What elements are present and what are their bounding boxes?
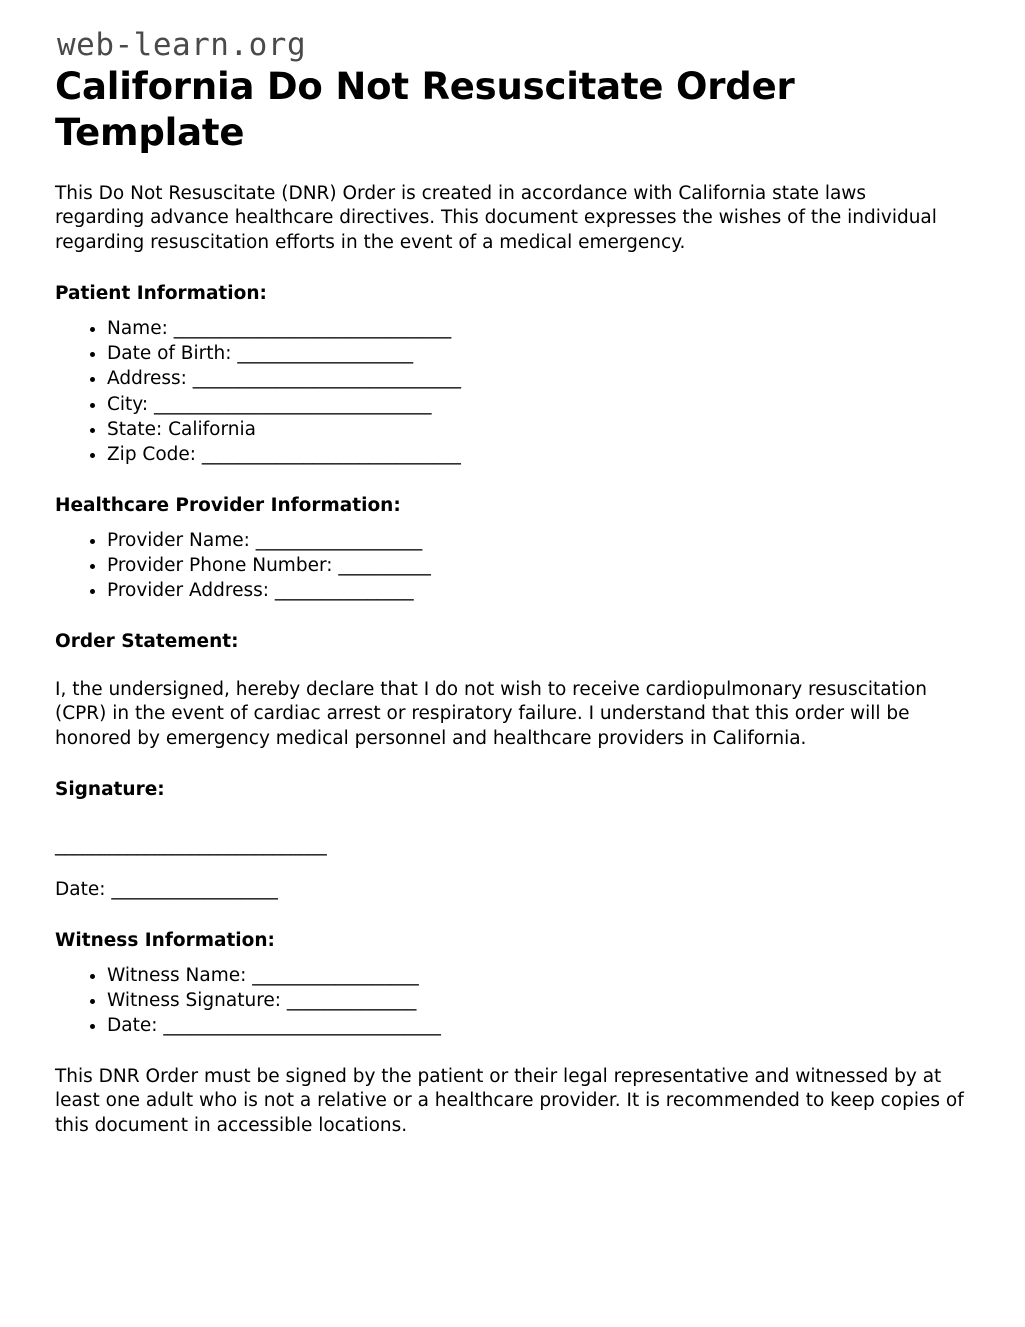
list-item: • Address: _____________________________ bbox=[107, 366, 970, 391]
list-item: • Provider Name: __________________ bbox=[107, 528, 970, 553]
site-watermark: web-learn.org bbox=[57, 27, 307, 63]
list-item: • Provider Address: _______________ bbox=[107, 578, 970, 603]
list-item: • City: ______________________________ bbox=[107, 392, 970, 417]
order-statement-body: I, the undersigned, hereby declare that I do not wish to receive cardiopulmonary resuscitation (CPR) in the event of cardiac arrest or respiratory failure. I understand that this order will be honored by emergency medical personnel and healthcare providers in California. bbox=[55, 678, 927, 749]
provider-information-heading: Healthcare Provider Information: bbox=[55, 494, 401, 516]
closing-paragraph: This DNR Order must be signed by the patient or their legal representative and witnessed by at least one adult who is not a relative or a healthcare provider. It is recommended to keep copies of this document in accessible locations. bbox=[55, 1065, 964, 1136]
list-item: • Provider Phone Number: __________ bbox=[107, 553, 970, 578]
page-title: California Do Not Resuscitate Order Template bbox=[55, 65, 795, 154]
list-item: • Zip Code: ____________________________ bbox=[107, 442, 970, 467]
order-statement-heading: Order Statement: bbox=[55, 630, 239, 652]
list-item: • Witness Name: __________________ bbox=[107, 963, 970, 988]
signature-line: ______________________________ bbox=[55, 834, 327, 856]
list-item: • Date: ______________________________ bbox=[107, 1013, 970, 1038]
intro-paragraph: This Do Not Resuscitate (DNR) Order is created in accordance with California state laws regarding advance healthcare directives. This document expresses the wishes of the individual regarding resuscitation efforts in the event of a medical emergency. bbox=[55, 182, 937, 254]
patient-information-list bbox=[55, 316, 970, 468]
witness-information-heading: Witness Information: bbox=[55, 929, 275, 951]
signature-heading: Signature: bbox=[55, 778, 165, 800]
signature-date-line: Date: __________________ bbox=[55, 879, 278, 901]
list-item: • Name: ______________________________ bbox=[107, 316, 970, 341]
patient-information-heading: Patient Information: bbox=[55, 282, 267, 304]
witness-information-list bbox=[55, 963, 970, 1039]
provider-information-list bbox=[55, 528, 970, 604]
list-item: • Date of Birth: ___________________ bbox=[107, 341, 970, 366]
list-item: • State: California bbox=[107, 417, 970, 442]
list-item: • Witness Signature: ______________ bbox=[107, 988, 970, 1013]
